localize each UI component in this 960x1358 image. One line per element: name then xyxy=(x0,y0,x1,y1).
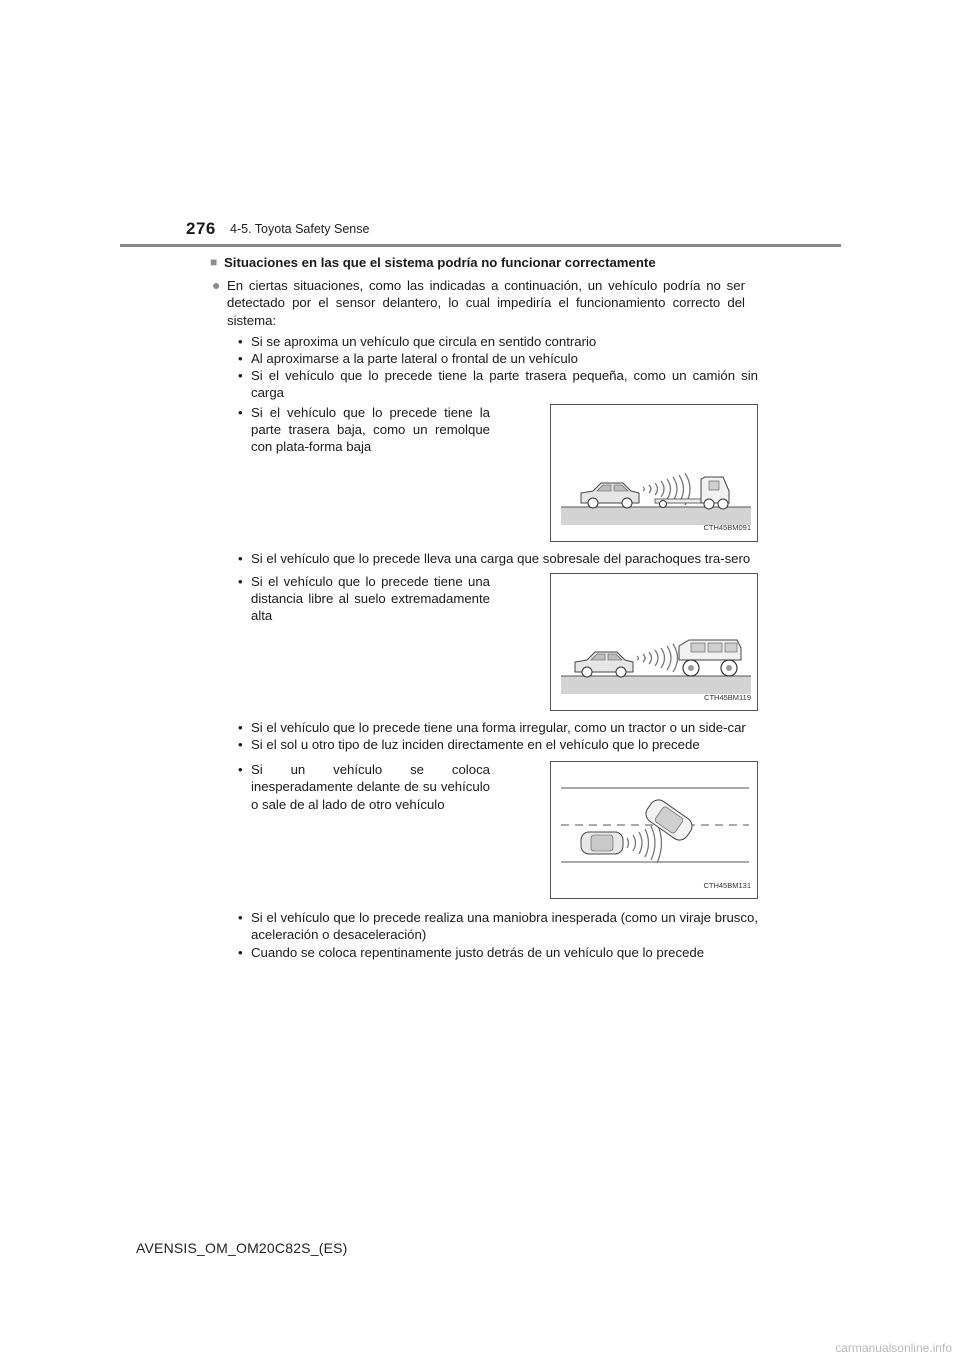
figure-row-list xyxy=(210,404,490,456)
list-item: • Si un vehículo se coloca inesperadamente delante de su vehículo o sale de al lado de otro vehículo xyxy=(238,761,490,813)
list-item: • Si el vehículo que lo precede tiene una distancia libre al suelo extremadamente alta xyxy=(238,573,490,625)
list-item: • Si el sol u otro tipo de luz inciden directamente en el vehículo que lo precede xyxy=(238,736,758,753)
bullet-list-1 xyxy=(210,333,758,402)
bullet-list-3 xyxy=(210,719,758,753)
header-rule xyxy=(120,244,841,247)
watermark: carmanualsonline.info xyxy=(835,1341,952,1355)
bullet-list-2 xyxy=(210,550,758,567)
figure-high-clearance xyxy=(550,573,758,711)
list-item: • Si se aproxima un vehículo que circula en sentido contrario xyxy=(238,333,758,350)
figure-row-list xyxy=(210,573,490,625)
list-item: • Cuando se coloca repentinamente justo detrás de un vehículo que lo precede xyxy=(238,944,758,961)
list-item: • Si el vehículo que lo precede tiene la parte trasera baja, como un remolque con plata-forma baja xyxy=(238,404,490,456)
figure-row-high-clearance xyxy=(210,573,758,711)
figure-code: CTH45BM131 xyxy=(703,881,751,891)
figure-row-low-trailer xyxy=(210,404,758,542)
list-item: • Si el vehículo que lo precede tiene una forma irregular, como un tractor o un side-car xyxy=(238,719,758,736)
figure-code: CTH45BM119 xyxy=(704,692,751,702)
intro-point xyxy=(210,277,758,329)
figure-code: CTH45BM091 xyxy=(703,523,751,533)
figure-cut-in xyxy=(550,761,758,899)
section-title: 4-5. Toyota Safety Sense xyxy=(230,222,370,236)
footer-doc-code: AVENSIS_OM_OM20C82S_(ES) xyxy=(136,1240,348,1256)
list-item: • Al aproximarse a la parte lateral o frontal de un vehículo xyxy=(238,350,758,367)
circle-bullet-icon: ● xyxy=(212,277,221,294)
figure-row-cut-in xyxy=(210,761,758,899)
figure-low-trailer xyxy=(550,404,758,542)
list-item: • Si el vehículo que lo precede lleva una carga que sobresale del parachoques tra-sero xyxy=(238,550,758,567)
page-number: 276 xyxy=(186,219,216,238)
square-bullet-icon: ■ xyxy=(210,255,218,269)
subheading-text: Situaciones en las que el sistema podría no funcionar correctamente xyxy=(224,255,656,270)
list-item: • Si el vehículo que lo precede tiene la parte trasera pequeña, como un camión sin carga xyxy=(238,367,758,401)
intro-text: En ciertas situaciones, como las indicadas a continuación, un vehículo podría no ser detectado por el sensor delantero, lo cual impediría el funcionamiento correcto del sistema: xyxy=(227,278,745,328)
content xyxy=(210,254,758,961)
figure-row-list xyxy=(210,761,490,813)
list-item: • Si el vehículo que lo precede realiza una maniobra inesperada (como un viraje brusco, aceleración o desaceleración) xyxy=(238,909,758,943)
bullet-list-4 xyxy=(210,909,758,961)
subheading xyxy=(210,254,758,271)
